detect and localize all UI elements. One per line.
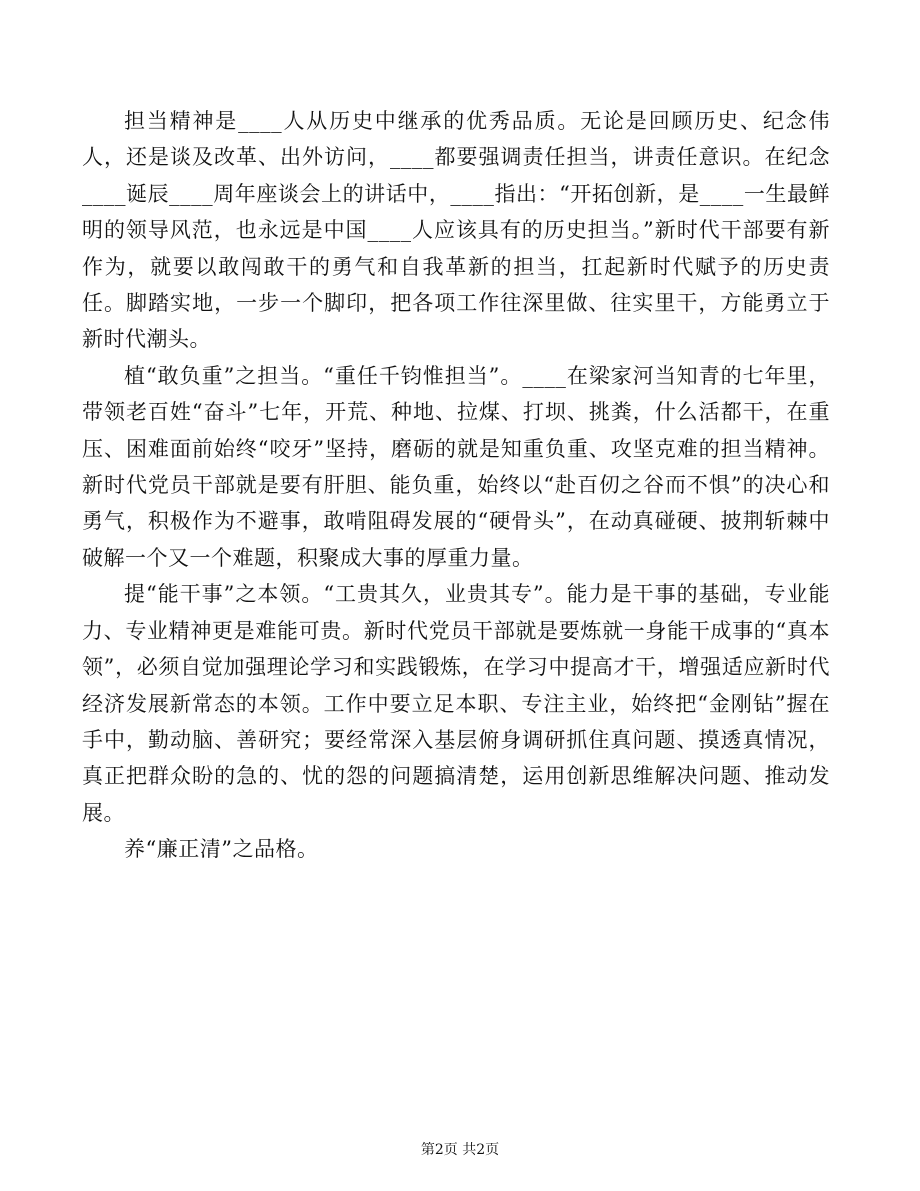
paragraph-burden: 植“敢负重”之担当。“重任千钧惟担当”。____在梁家河当知青的七年里，带领老百姓“奋斗”七年，开荒、种地、拉煤、打坝、挑粪，什么活都干，在重压、困难面前始终“咬牙”坚持，磨砺的就是知重负重、攻坚克难的担当精神。新时代党员干部就是要有肝胆、能负重，始终以“赴百仞之谷而不惧”的决心和勇气，积极作为不避事，敢啃阻碍发展的“硬骨头”，在动真碰硬、披荆斩棘中破解一个又一个难题，积聚成大事的厚重力量。 <box>82 363 830 570</box>
paragraph-integrity: 养“廉正清”之品格。 <box>124 837 319 862</box>
paragraph-ability: 提“能干事”之本领。“工贵其久，业贵其专”。能力是干事的基础，专业能力、专业精神更是难能可贵。新时代党员干部就是要炼就一身能干成事的“真本领”，必须自觉加强理论学习和实践锻炼，在学习中提高才干，增强适应新时代经济发展新常态的本领。工作中要立足本职、专注主业，始终把“金刚钻”握在手中，勤动脑、善研究；要经常深入基层俯身调研抓住真问题、摸透真情况，真正把群众盼的急的、忧的怨的问题搞清楚，运用创新思维解决问题、推动发展。 <box>82 582 830 825</box>
page-number: 第2页 共2页 <box>420 1142 500 1158</box>
document-body <box>82 103 830 868</box>
paragraph-intro: 担当精神是____人从历史中继承的优秀品质。无论是回顾历史、纪念伟人，还是谈及改革、出外访问，____都要强调责任担当，讲责任意识。在纪念____诞辰____周年座谈会上的讲话中，____指出：“开拓创新，是____一生最鲜明的领导风范，也永远是中国____人应该具有的历史担当。”新时代干部要有新作为，就要以敢闯敢干的勇气和自我革新的担当，扛起新时代赋予的历史责任。脚踏实地，一步一个脚印，把各项工作往深里做、往实里干，方能勇立于新时代潮头。 <box>82 109 830 352</box>
